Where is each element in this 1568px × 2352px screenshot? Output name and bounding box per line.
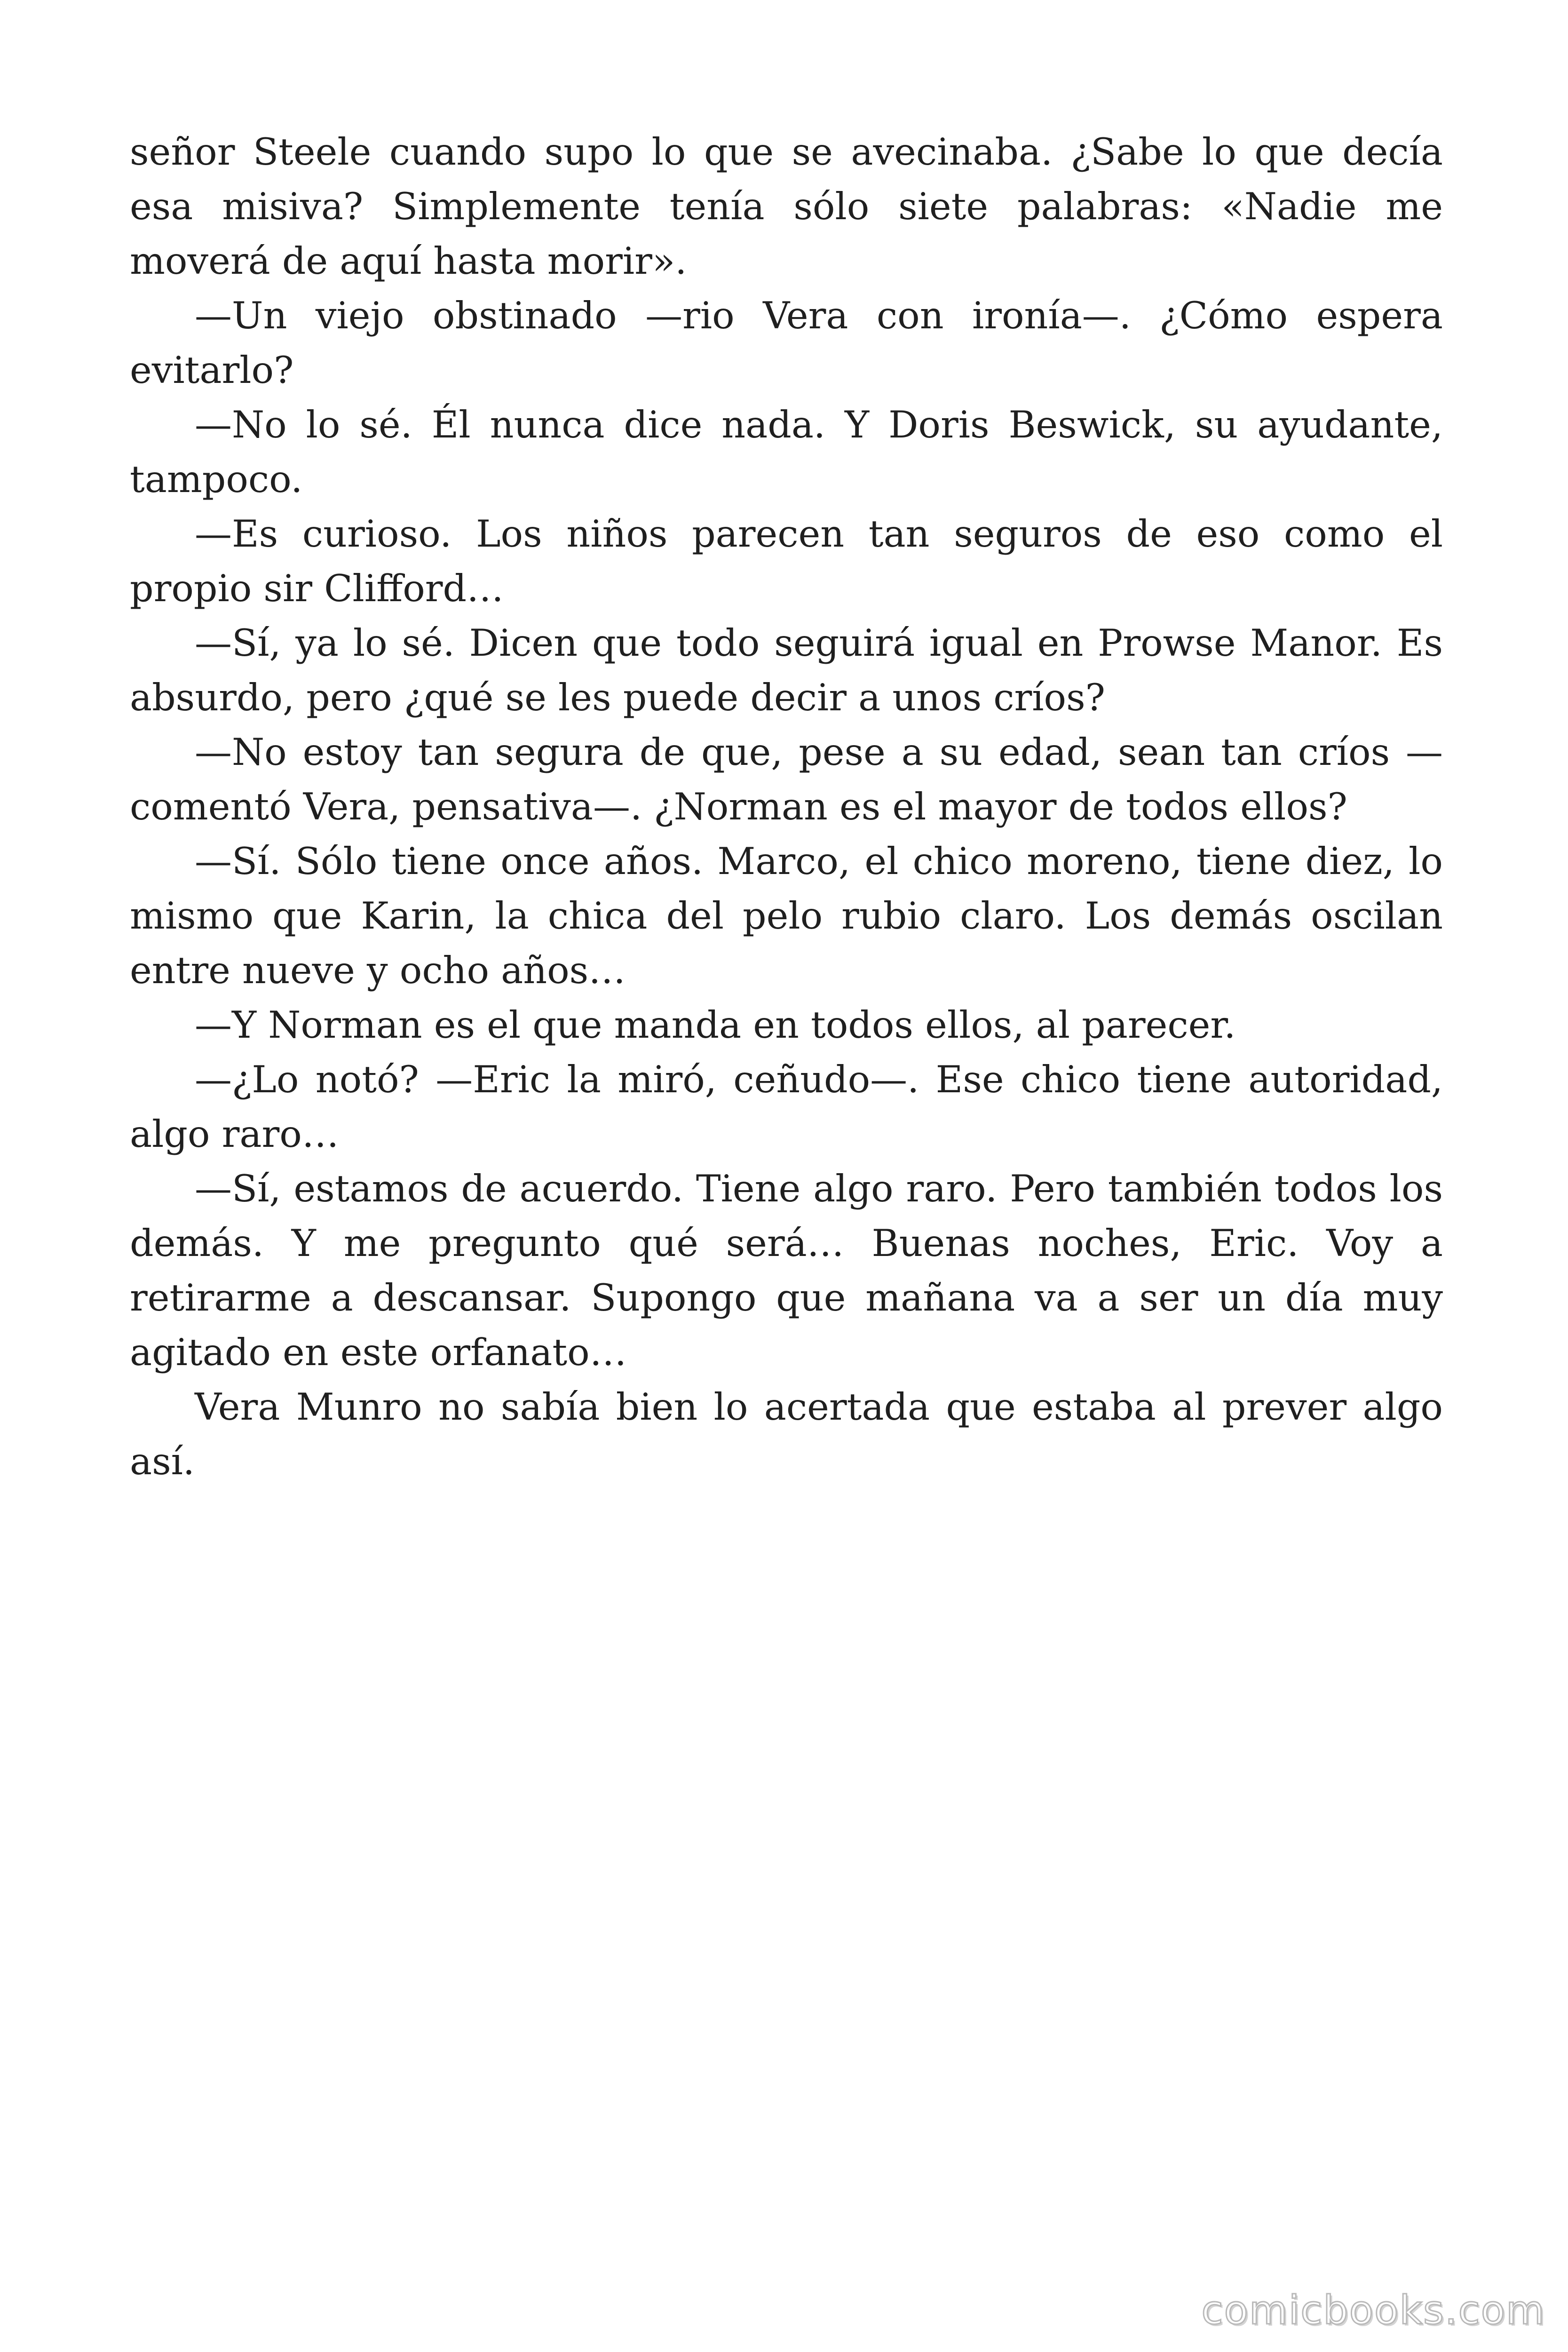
watermark: comicbooks.com	[1201, 2287, 1545, 2333]
paragraph: —No lo sé. Él nunca dice nada. Y Doris Beswick, su ayudante, tampoco.	[130, 403, 1443, 501]
book-page-text	[130, 125, 1443, 1489]
paragraph: —Y Norman es el que manda en todos ellos, al parecer.	[195, 1003, 1236, 1047]
paragraph: —No estoy tan segura de que, pese a su edad, sean tan críos —comentó Vera, pensativa—. ¿Norman es el mayor de todos ellos?	[130, 731, 1443, 828]
paragraph: Vera Munro no sabía bien lo acertada que estaba al prever algo así.	[130, 1385, 1443, 1483]
paragraph: —Un viejo obstinado —rio Vera con ironía—. ¿Cómo espera evitarlo?	[130, 294, 1443, 392]
paragraph: —Es curioso. Los niños parecen tan seguros de eso como el propio sir Clifford…	[130, 512, 1443, 610]
paragraph: señor Steele cuando supo lo que se avecinaba. ¿Sabe lo que decía esa misiva? Simplemente tenía sólo siete palabras: «Nadie me moverá de aquí hasta morir».	[130, 130, 1443, 283]
paragraph: —¿Lo notó? —Eric la miró, ceñudo—. Ese chico tiene autoridad, algo raro…	[130, 1058, 1443, 1156]
paragraph: —Sí, estamos de acuerdo. Tiene algo raro. Pero también todos los demás. Y me pregunto qué será… Buenas noches, Eric. Voy a retirarme a descansar. Supongo que mañana va a ser un día muy agitado en este orfanato…	[130, 1167, 1443, 1374]
paragraph: —Sí. Sólo tiene once años. Marco, el chico moreno, tiene diez, lo mismo que Karin, la chica del pelo rubio claro. Los demás oscilan entre nueve y ocho años…	[130, 840, 1443, 992]
paragraph: —Sí, ya lo sé. Dicen que todo seguirá igual en Prowse Manor. Es absurdo, pero ¿qué se les puede decir a unos críos?	[130, 621, 1443, 719]
